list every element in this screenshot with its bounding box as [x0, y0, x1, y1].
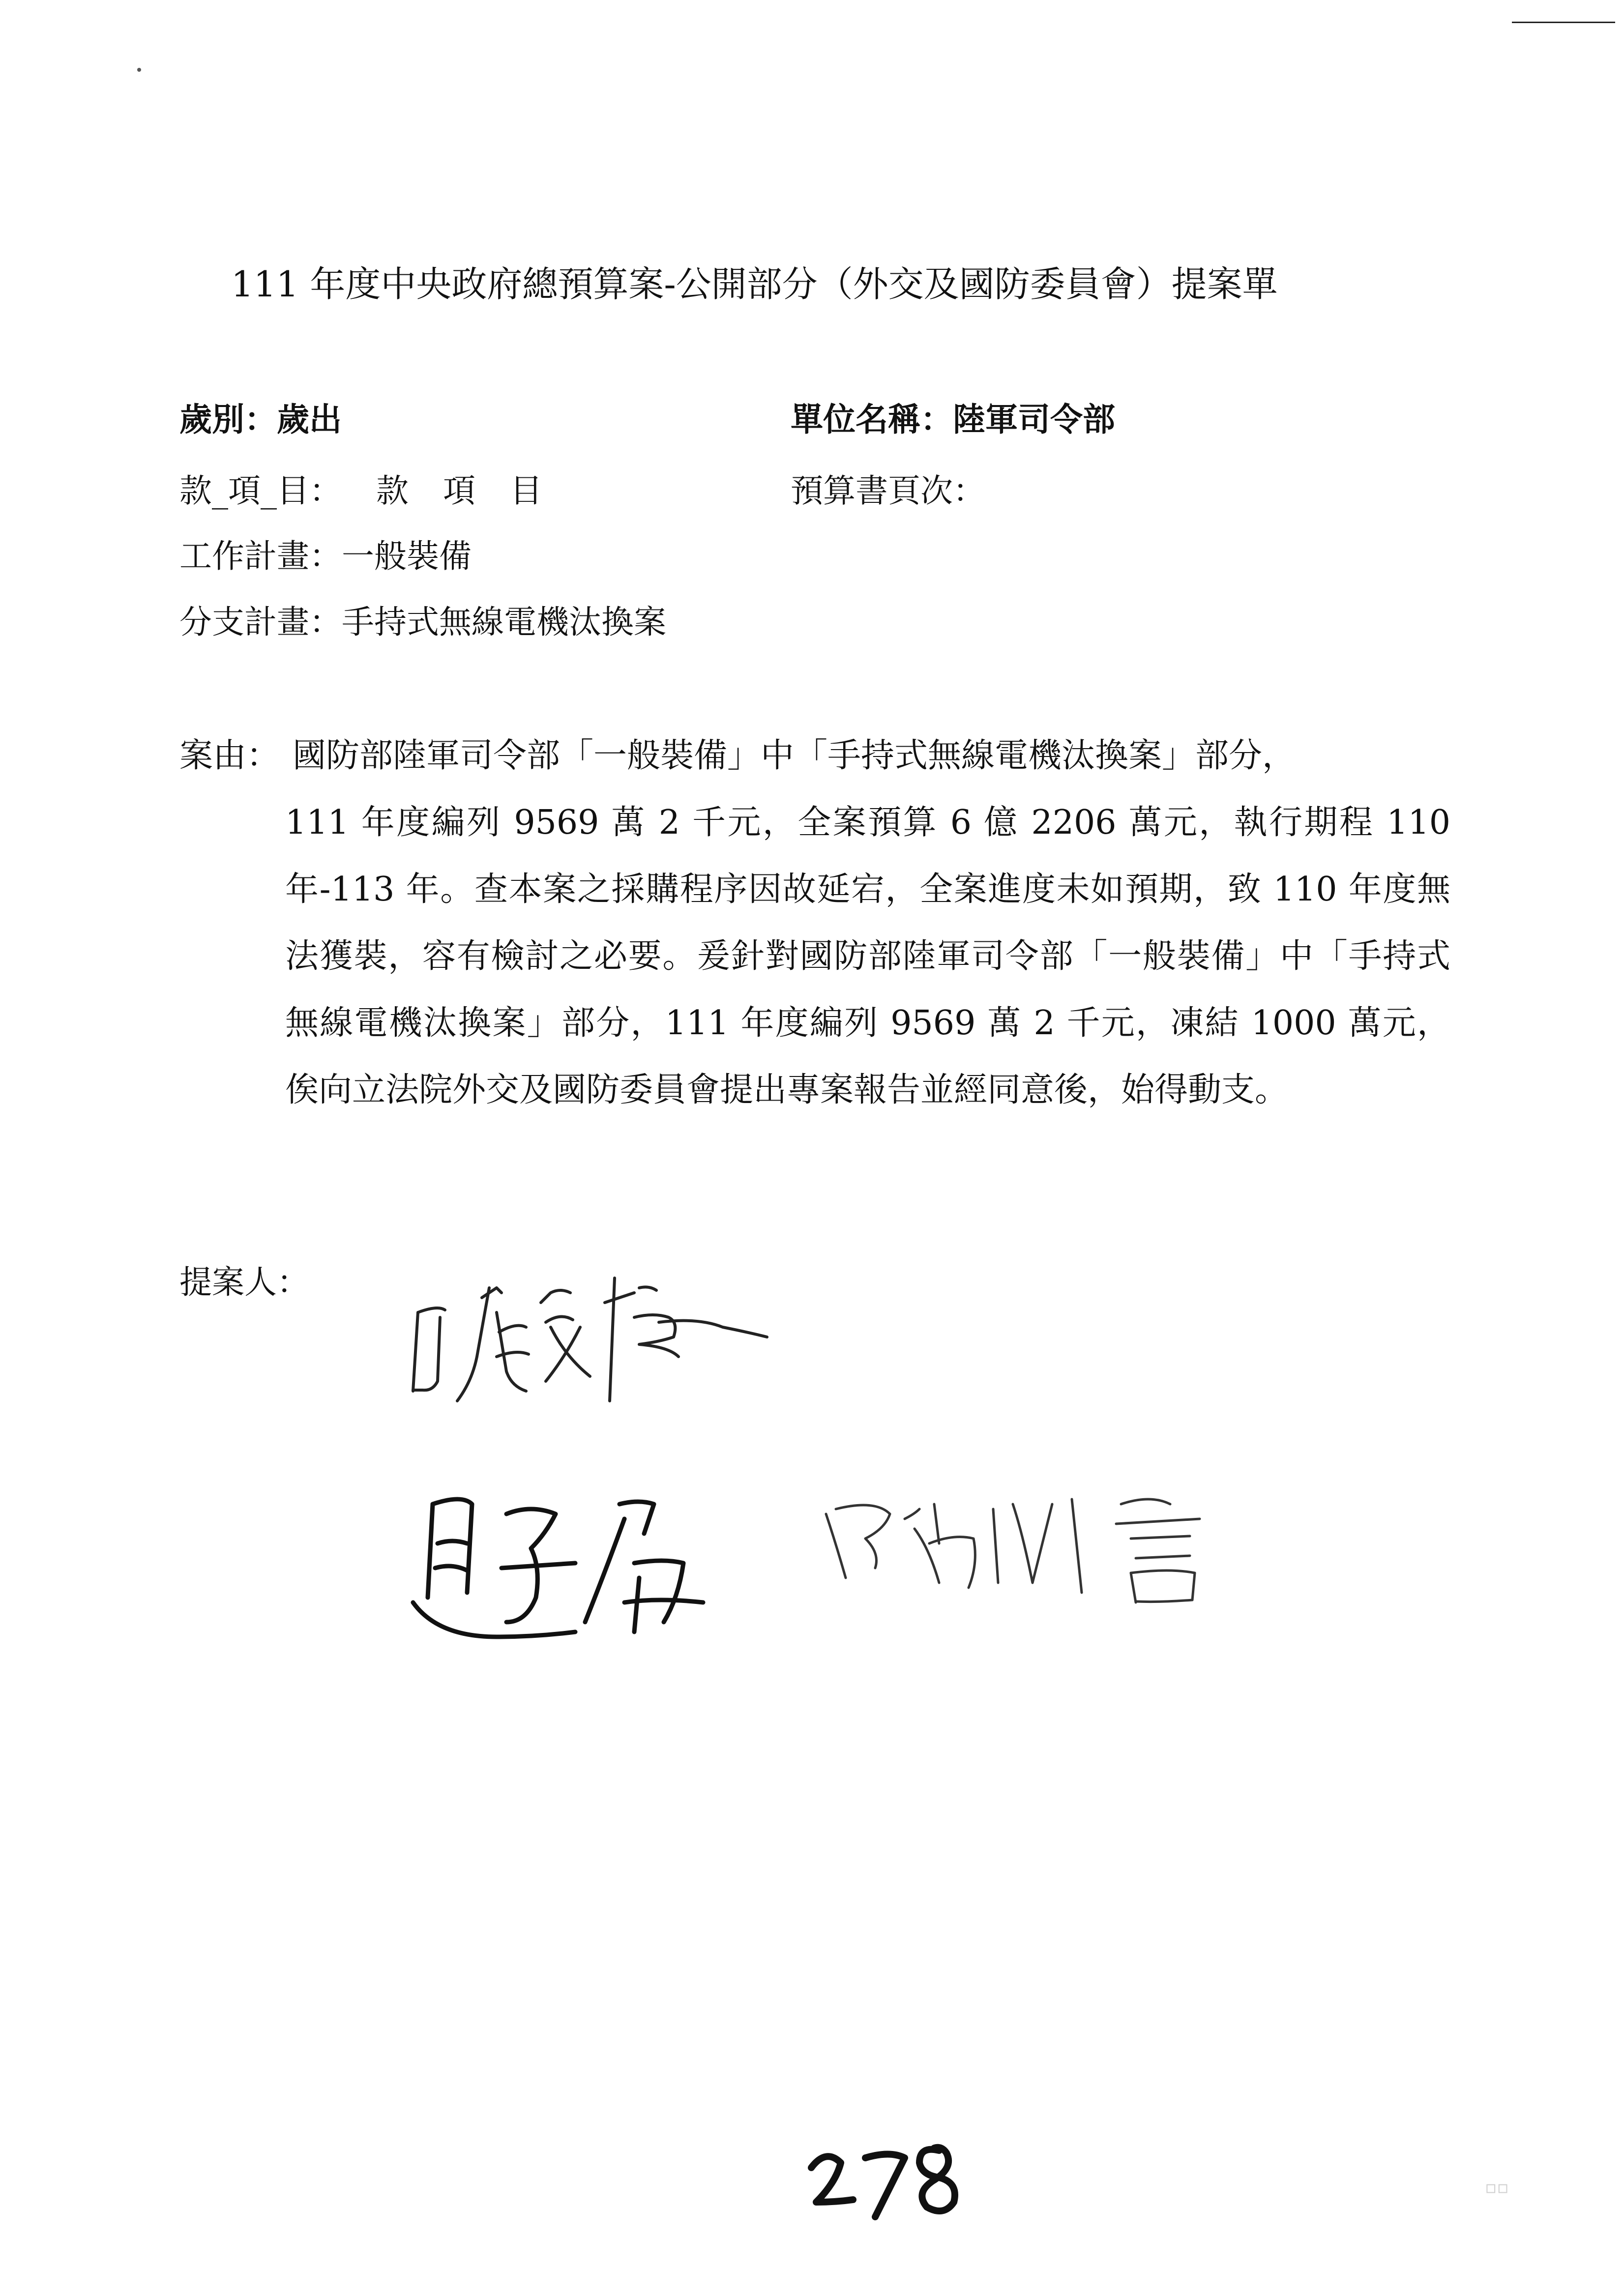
work-plan-label: 工作計畫：: [179, 537, 342, 575]
work-plan-row: [179, 530, 472, 577]
sub-plan-row: [179, 596, 666, 642]
handwritten-page-number: [806, 2123, 969, 2222]
item-label: 款_項_目：: [179, 472, 342, 510]
sub-plan-label: 分支計畫：: [179, 603, 342, 641]
item-value-xiang: 項: [443, 472, 475, 510]
item-row: [179, 465, 542, 511]
case-first-line: 國防部陸軍司令部「一般裝備」中「手持式無線電機汰換案」部分，: [293, 736, 1296, 775]
budget-page-label: 預算書頁次：: [791, 472, 985, 510]
scan-speck: [137, 68, 141, 72]
sub-plan-value: 手持式無線電機汰換案: [342, 603, 666, 641]
unit-value: 陸軍司令部: [953, 400, 1115, 438]
case-label: 案由：: [179, 736, 280, 775]
budget-page-row: [791, 465, 985, 511]
item-value-kuan: 款: [376, 472, 409, 510]
proposer-label: 提案人：: [179, 1263, 309, 1301]
case-body: 111 年度編列 9569 萬 2 千元，全案預算 6 億 2206 萬元，執行期程 110 年-113 年。查本案之採購程序因故延宕，全案進度未如預期，致 110 年度無法獲裝，容有檢討之必要。爰針對國防部陸軍司令部「一般裝備」中「手持式無線電機汰換案」部分，111 年度編列 9569 萬 2 千元，凍結 1000 萬元，俟向立法院外交及國防委員會提出專案報告並經同意後，始得動支。: [285, 803, 1450, 1109]
category-value: 歲出: [277, 400, 342, 438]
item-value-mu: 目: [510, 472, 542, 510]
top-rule: [1512, 22, 1615, 23]
category-row: [179, 393, 342, 440]
unit-row: [791, 393, 1115, 440]
handwritten-signature-3: [816, 1484, 1288, 1612]
faint-scan-mark: ▫▫: [1485, 2178, 1509, 2198]
category-label: 歲別：: [179, 400, 277, 438]
handwritten-signature-1: [403, 1258, 787, 1416]
work-plan-value: 一般裝備: [342, 537, 472, 575]
page-title: 111 年度中央政府總預算案-公開部分（外交及國防委員會）提案單: [231, 263, 1278, 305]
unit-label: 單位名稱：: [791, 400, 953, 438]
handwritten-signature-2: [408, 1475, 752, 1661]
